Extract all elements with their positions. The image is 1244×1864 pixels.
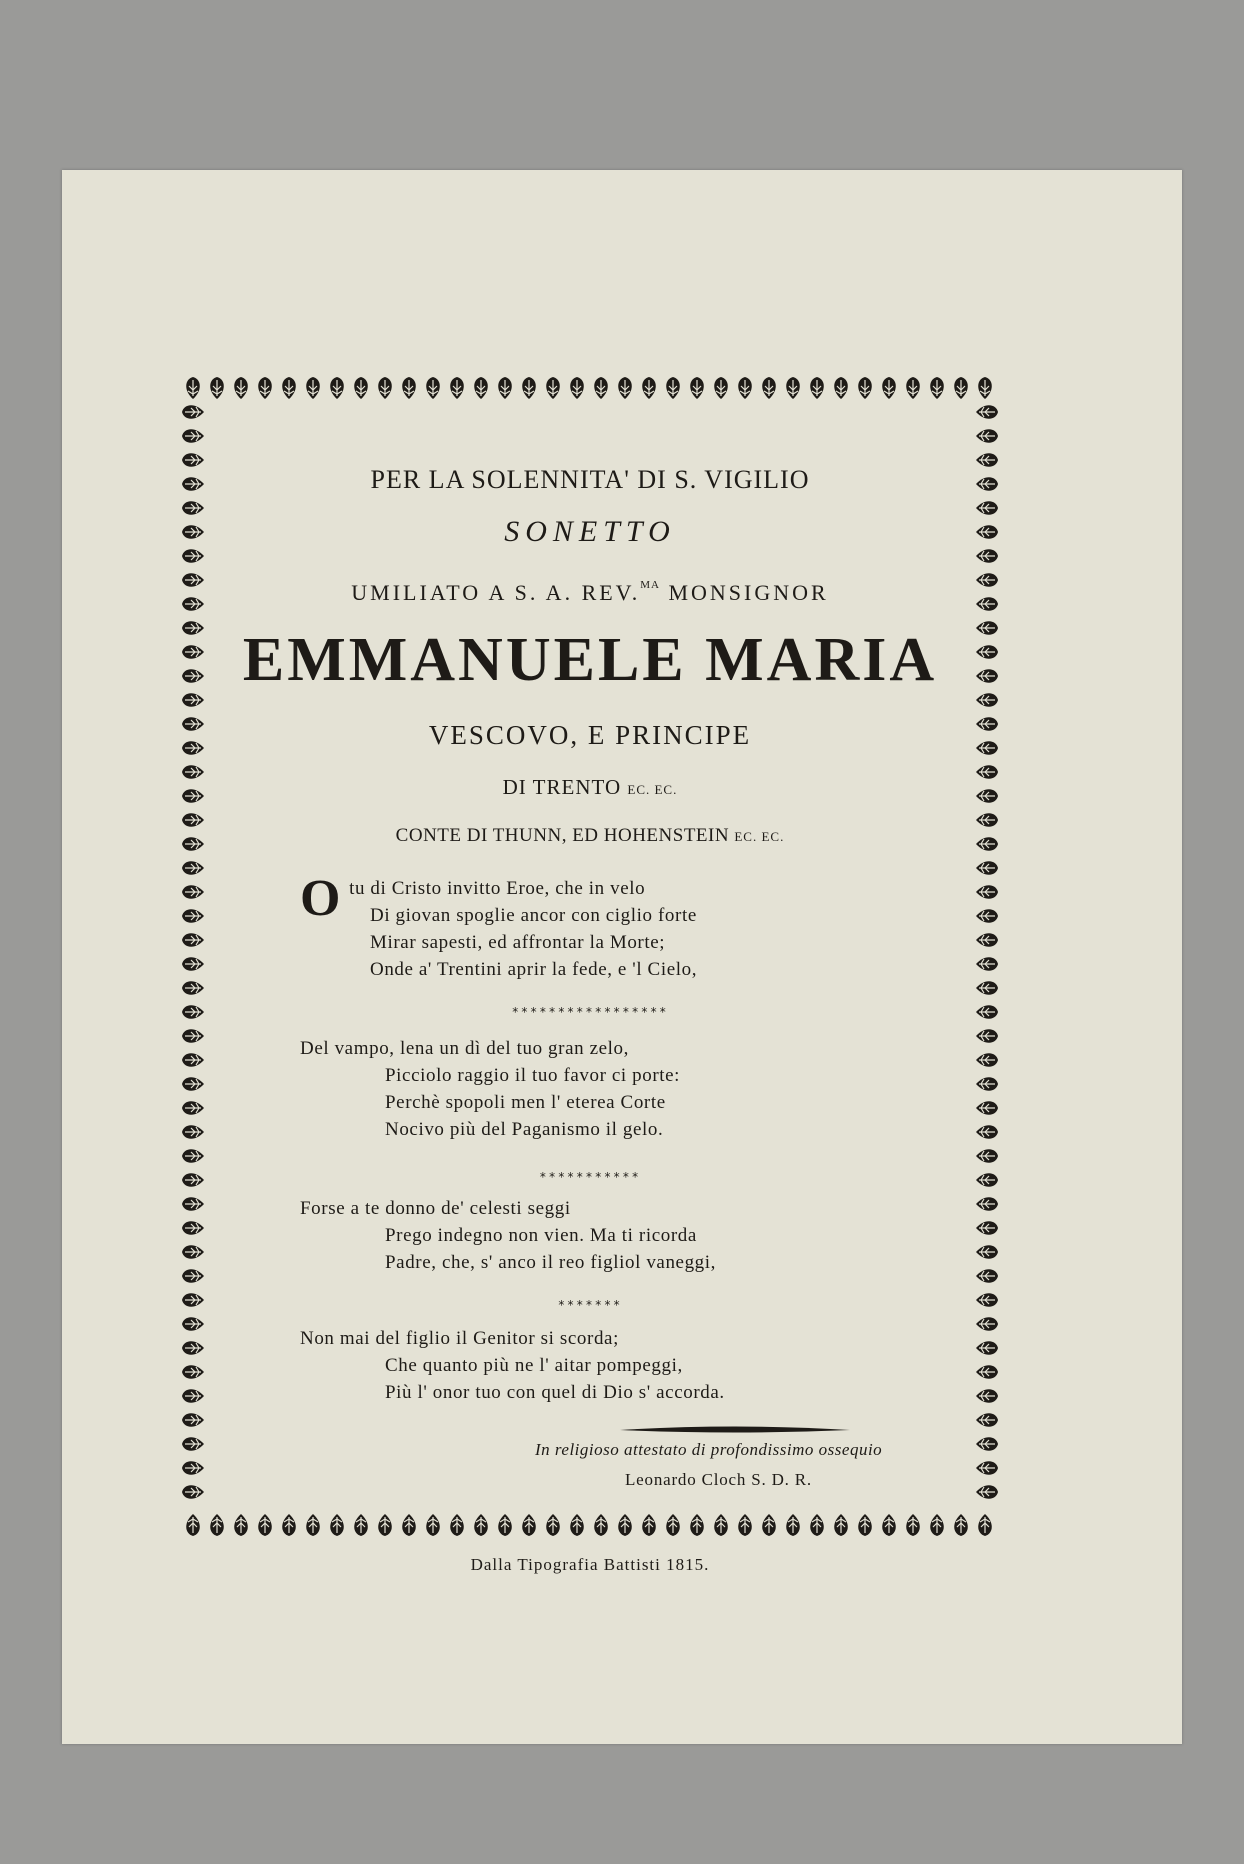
leaf-ornament-icon <box>474 377 488 399</box>
leaf-ornament-icon <box>182 1173 204 1187</box>
leaf-ornament-icon <box>642 1514 656 1536</box>
leaf-ornament-icon <box>738 377 752 399</box>
leaf-ornament-icon <box>182 1485 204 1499</box>
leaf-ornament-icon <box>182 1365 204 1379</box>
leaf-ornament-icon <box>182 813 204 827</box>
leaf-ornament-icon <box>976 717 998 731</box>
leaf-ornament-icon <box>546 1514 560 1536</box>
verse-line: Più l' onor tuo con quel di Dio s' accorda. <box>385 1382 725 1403</box>
leaf-ornament-icon <box>906 1514 920 1536</box>
leaf-ornament-icon <box>210 377 224 399</box>
dedication <box>220 580 960 606</box>
leaf-ornament-icon <box>182 1149 204 1163</box>
leaf-ornament-icon <box>666 377 680 399</box>
leaf-ornament-icon <box>354 377 368 399</box>
leaf-ornament-icon <box>282 377 296 399</box>
leaf-ornament-icon <box>182 837 204 851</box>
leaf-ornament-icon <box>976 597 998 611</box>
leaf-ornament-icon <box>546 377 560 399</box>
leaf-ornament-icon <box>378 377 392 399</box>
verse-line: Forse a te donno de' celesti seggi <box>300 1198 571 1219</box>
verse-line: Del vampo, lena un dì del tuo gran zelo, <box>300 1038 629 1059</box>
leaf-ornament-icon <box>976 1005 998 1019</box>
leaf-ornament-icon <box>978 1514 992 1536</box>
leaf-ornament-icon <box>402 1514 416 1536</box>
leaf-ornament-icon <box>330 377 344 399</box>
leaf-ornament-icon <box>182 1125 204 1139</box>
leaf-ornament-icon <box>182 1293 204 1307</box>
separator: ***************** <box>511 1005 669 1019</box>
leaf-ornament-icon <box>976 645 998 659</box>
leaf-ornament-icon <box>976 1293 998 1307</box>
leaf-ornament-icon <box>976 909 998 923</box>
dedicatee-title: VESCOVO, E PRINCIPE <box>428 720 752 750</box>
leaf-ornament-icon <box>976 477 998 491</box>
leaf-ornament-icon <box>182 1197 204 1211</box>
dropcap: O <box>300 870 342 927</box>
verse-line: Non mai del figlio il Genitor si scorda; <box>300 1328 619 1349</box>
leaf-ornament-icon <box>182 669 204 683</box>
leaf-ornament-icon <box>976 1485 998 1499</box>
verse-line: Picciolo raggio il tuo favor ci porte: <box>385 1065 681 1086</box>
leaf-ornament-icon <box>642 377 656 399</box>
leaf-ornament-icon <box>182 1461 204 1475</box>
leaf-ornament-icon <box>976 765 998 779</box>
stanza-4 <box>220 1325 1040 1406</box>
leaf-ornament-icon <box>976 693 998 707</box>
leaf-ornament-icon <box>182 1221 204 1235</box>
leaf-ornament-icon <box>182 405 204 419</box>
leaf-ornament-icon <box>182 501 204 515</box>
see-line <box>220 775 960 800</box>
leaf-ornament-icon <box>810 1514 824 1536</box>
count-line <box>220 825 960 847</box>
leaf-ornament-icon <box>186 377 200 399</box>
leaf-ornament-icon <box>976 525 998 539</box>
leaf-ornament-icon <box>182 477 204 491</box>
leaf-ornament-icon <box>182 1389 204 1403</box>
leaf-ornament-icon <box>976 789 998 803</box>
verse-line: Perchè spopoli men l' eterea Corte <box>385 1092 666 1113</box>
leaf-ornament-icon <box>450 377 464 399</box>
dedicatee-name: EMMANUELE MARIA <box>242 626 938 694</box>
leaf-ornament-icon <box>978 377 992 399</box>
attestation: In religioso attestato di profondissimo ossequio <box>535 1440 883 1459</box>
heading: PER LA SOLENNITA' DI S. VIGILIO <box>370 465 810 494</box>
leaf-ornament-icon <box>450 1514 464 1536</box>
imprint: Dalla Tipografia Battisti 1815. <box>470 1555 710 1574</box>
leaf-ornament-icon <box>306 377 320 399</box>
leaf-ornament-icon <box>182 789 204 803</box>
leaf-ornament-icon <box>976 1149 998 1163</box>
leaf-ornament-icon <box>522 377 536 399</box>
leaf-ornament-icon <box>182 549 204 563</box>
leaf-ornament-icon <box>186 1514 200 1536</box>
leaf-ornament-icon <box>182 1413 204 1427</box>
leaf-ornament-icon <box>618 1514 632 1536</box>
leaf-ornament-icon <box>282 1514 296 1536</box>
separator: *********** <box>539 1170 641 1184</box>
leaf-ornament-icon <box>786 377 800 399</box>
verse-line: Prego indegno non vien. Ma ti ricorda <box>385 1225 697 1246</box>
leaf-ornament-icon <box>182 1317 204 1331</box>
stanza-2 <box>220 1035 1040 1143</box>
leaf-ornament-icon <box>210 1514 224 1536</box>
leaf-ornament-icon <box>182 981 204 995</box>
leaf-ornament-icon <box>666 1514 680 1536</box>
signer: Leonardo Cloch S. D. R. <box>625 1470 812 1489</box>
leaf-ornament-icon <box>182 525 204 539</box>
leaf-ornament-icon <box>882 1514 896 1536</box>
leaf-ornament-icon <box>762 377 776 399</box>
leaf-ornament-icon <box>182 1269 204 1283</box>
leaf-ornament-icon <box>594 1514 608 1536</box>
leaf-ornament-icon <box>762 1514 776 1536</box>
leaf-ornament-icon <box>330 1514 344 1536</box>
leaf-ornament-icon <box>182 645 204 659</box>
leaf-ornament-icon <box>976 549 998 563</box>
closing-rule-icon <box>620 1425 850 1435</box>
leaf-ornament-icon <box>930 377 944 399</box>
leaf-ornament-icon <box>306 1514 320 1536</box>
leaf-ornament-icon <box>976 453 998 467</box>
dedication-suffix: MONSIGNOR <box>668 580 829 605</box>
dedication-sup: MA <box>640 578 660 591</box>
separator: ******* <box>557 1298 623 1312</box>
leaf-ornament-icon <box>182 621 204 635</box>
leaf-ornament-icon <box>976 621 998 635</box>
leaf-ornament-icon <box>714 377 728 399</box>
leaf-ornament-icon <box>182 1053 204 1067</box>
see-ec: EC. EC. <box>627 782 678 797</box>
leaf-ornament-icon <box>182 1245 204 1259</box>
leaf-ornament-icon <box>182 1077 204 1091</box>
leaf-ornament-icon <box>976 981 998 995</box>
leaf-ornament-icon <box>182 1341 204 1355</box>
leaf-ornament-icon <box>498 1514 512 1536</box>
leaf-ornament-icon <box>810 377 824 399</box>
leaf-ornament-icon <box>594 377 608 399</box>
leaf-ornament-icon <box>976 885 998 899</box>
leaf-ornament-icon <box>976 429 998 443</box>
leaf-ornament-icon <box>182 1437 204 1451</box>
leaf-ornament-icon <box>182 429 204 443</box>
leaf-ornament-icon <box>378 1514 392 1536</box>
leaf-ornament-icon <box>714 1514 728 1536</box>
leaf-ornament-icon <box>786 1514 800 1536</box>
leaf-ornament-icon <box>976 837 998 851</box>
leaf-ornament-icon <box>234 377 248 399</box>
leaf-ornament-icon <box>976 1413 998 1427</box>
leaf-ornament-icon <box>182 1029 204 1043</box>
leaf-ornament-icon <box>182 717 204 731</box>
leaf-ornament-icon <box>834 377 848 399</box>
leaf-ornament-icon <box>402 377 416 399</box>
leaf-ornament-icon <box>858 1514 872 1536</box>
verse-line: Mirar sapesti, ed affrontar la Morte; <box>370 932 666 953</box>
leaf-ornament-icon <box>976 861 998 875</box>
form-title: SONETTO <box>504 515 676 548</box>
leaf-ornament-icon <box>976 813 998 827</box>
verse-line: tu di Cristo invitto Eroe, che in velo <box>349 878 646 899</box>
leaf-ornament-icon <box>618 377 632 399</box>
leaf-ornament-icon <box>858 377 872 399</box>
leaf-ornament-icon <box>182 741 204 755</box>
leaf-ornament-icon <box>976 957 998 971</box>
leaf-ornament-icon <box>182 765 204 779</box>
leaf-ornament-icon <box>182 453 204 467</box>
leaf-ornament-icon <box>182 573 204 587</box>
leaf-ornament-icon <box>182 1101 204 1115</box>
leaf-ornament-icon <box>522 1514 536 1536</box>
leaf-ornament-icon <box>182 861 204 875</box>
leaf-ornament-icon <box>976 669 998 683</box>
leaf-ornament-icon <box>976 933 998 947</box>
leaf-ornament-icon <box>182 957 204 971</box>
leaf-ornament-icon <box>234 1514 248 1536</box>
leaf-ornament-icon <box>976 573 998 587</box>
leaf-ornament-icon <box>426 377 440 399</box>
verse-line: Nocivo più del Paganismo il gelo. <box>385 1119 664 1140</box>
sonnet-content <box>220 405 960 1505</box>
leaf-ornament-icon <box>976 1173 998 1187</box>
verse-line: Che quanto più ne l' aitar pompeggi, <box>385 1355 683 1376</box>
leaf-ornament-icon <box>690 377 704 399</box>
leaf-ornament-icon <box>354 1514 368 1536</box>
leaf-ornament-icon <box>690 1514 704 1536</box>
leaf-ornament-icon <box>570 1514 584 1536</box>
leaf-ornament-icon <box>976 501 998 515</box>
verse-line: Onde a' Trentini aprir la fede, e 'l Cielo, <box>370 959 698 980</box>
leaf-ornament-icon <box>976 741 998 755</box>
leaf-ornament-icon <box>954 1514 968 1536</box>
ornamental-frame <box>180 375 1000 1538</box>
leaf-ornament-icon <box>426 1514 440 1536</box>
leaf-ornament-icon <box>834 1514 848 1536</box>
leaf-ornament-icon <box>182 597 204 611</box>
leaf-ornament-icon <box>182 933 204 947</box>
leaf-ornament-icon <box>976 1437 998 1451</box>
leaf-ornament-icon <box>954 377 968 399</box>
stanza-3 <box>220 1195 1040 1276</box>
dedication-prefix: UMILIATO A S. A. REV. <box>351 580 641 605</box>
stanza-1 <box>220 870 960 983</box>
leaf-ornament-icon <box>182 693 204 707</box>
leaf-ornament-icon <box>258 1514 272 1536</box>
leaf-ornament-icon <box>182 885 204 899</box>
leaf-ornament-icon <box>976 1461 998 1475</box>
leaf-ornament-icon <box>738 1514 752 1536</box>
leaf-ornament-icon <box>882 377 896 399</box>
leaf-ornament-icon <box>570 377 584 399</box>
see-name: DI TRENTO <box>502 775 622 799</box>
leaf-ornament-icon <box>474 1514 488 1536</box>
verse-line: Padre, che, s' anco il reo figliol vaneggi, <box>385 1252 717 1273</box>
leaf-ornament-icon <box>498 377 512 399</box>
leaf-ornament-icon <box>976 405 998 419</box>
leaf-ornament-icon <box>258 377 272 399</box>
leaf-ornament-icon <box>182 909 204 923</box>
verse-line: Di giovan spoglie ancor con ciglio forte <box>370 905 697 926</box>
leaf-ornament-icon <box>906 377 920 399</box>
count-name: CONTE DI THUNN, ED HOHENSTEIN <box>395 825 730 846</box>
leaf-ornament-icon <box>930 1514 944 1536</box>
count-ec: EC. EC. <box>734 829 785 844</box>
leaf-ornament-icon <box>182 1005 204 1019</box>
